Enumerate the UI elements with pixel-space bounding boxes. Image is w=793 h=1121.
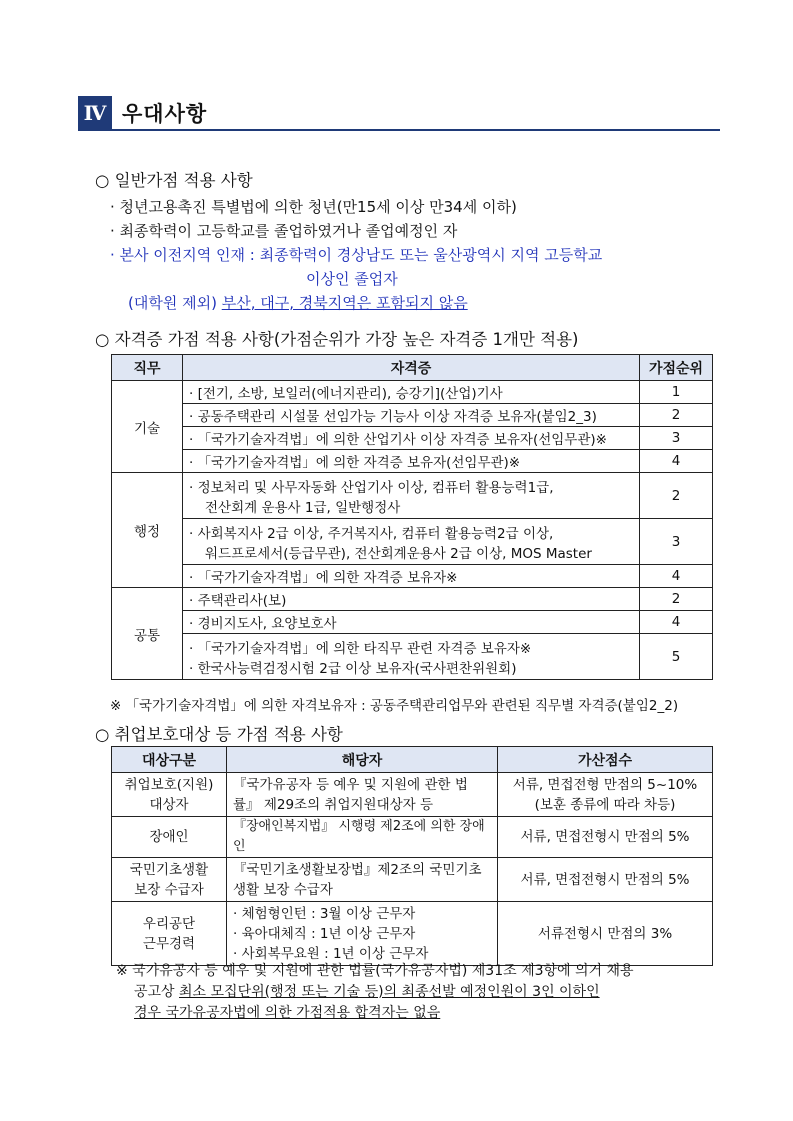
license-desc: · 「국가기술자격법」에 의한 자격증 보유자※: [183, 565, 640, 588]
employment-table: [111, 746, 713, 966]
employment-who-line: · 사회복무요원 : 1년 이상 근무자: [233, 945, 429, 962]
license-desc: · 주택관리사(보): [183, 588, 640, 611]
license-desc: · [전기, 소방, 보일러(에너지관리), 승강기](산업)기사: [183, 381, 640, 404]
employment-target: 장애인: [112, 817, 227, 858]
license-footnote: ※ 「국가기술자격법」에 의한 자격보유자 : 공동주택관리업무와 관련된 직무별 자격증(붙임2_2): [110, 698, 679, 714]
section-title: 우대사항: [122, 102, 208, 126]
license-rank: 4: [640, 450, 713, 473]
license-rank: 2: [640, 588, 713, 611]
license-desc-line: 워드프로세서(등급무관), 전산회계운용사 2급 이상, MOS Master: [205, 545, 592, 562]
license-desc-line: · 한국사능력검정시험 2급 이상 보유자(국사편찬위원회): [189, 660, 517, 677]
license-desc: · 「국가기술자격법」에 의한 산업기사 이상 자격증 보유자(선임무관)※: [183, 427, 640, 450]
general-item-1: · 청년고용촉진 특별법에 의한 청년(만15세 이상 만34세 이하): [110, 198, 517, 216]
license-desc: · 「국가기술자격법」에 의한 자격증 보유자(선임무관)※: [183, 450, 640, 473]
general-item-2: · 최종학력이 고등학교를 졸업하였거나 졸업예정인 자: [110, 222, 458, 240]
license-header-rank: 가점순위: [640, 355, 713, 381]
license-desc: · 경비지도사, 요양보호사: [183, 611, 640, 634]
employment-who: [227, 773, 498, 817]
license-desc: [183, 473, 640, 519]
license-table: [111, 354, 713, 680]
employment-who: [227, 902, 498, 966]
employment-who-line: · 육아대체직 : 1년 이상 근무자: [233, 925, 416, 942]
employment-score: 서류, 면접전형시 만점의 5%: [498, 817, 713, 858]
employment-target-line: 우리공단: [142, 915, 196, 932]
license-category: 기술: [112, 381, 183, 473]
employment-who-line: 『국민기초생활보장법』제2조의 국민기초: [233, 861, 482, 878]
license-desc-line: · 「국가기술자격법」에 의한 타직무 관련 자격증 보유자※: [189, 640, 532, 657]
license-heading: ○ 자격증 가점 적용 사항(가점순위가 가장 높은 자격증 1개만 적용): [95, 330, 579, 349]
employment-target: [112, 902, 227, 966]
license-rank: 2: [640, 404, 713, 427]
license-rank: 1: [640, 381, 713, 404]
employment-score: [498, 773, 713, 817]
general-item-3-cont: 이상인 졸업자: [306, 270, 398, 288]
license-desc-line: · 정보처리 및 사무자동화 산업기사 이상, 컴퓨터 활용능력1급,: [189, 479, 554, 496]
license-desc: [183, 519, 640, 565]
license-desc-line: 전산회계 운용사 1급, 일반행정사: [205, 499, 401, 516]
employment-note-line2-underlined: 최소 모집단위(행정 또는 기술 등)의 최종선발 예정인원이 3인 이하인: [179, 984, 600, 1000]
general-note-underlined: 부산, 대구, 경북지역은 포함되지 않음: [221, 294, 468, 312]
employment-target-line: 국민기초생활: [129, 861, 209, 878]
license-rank: 3: [640, 519, 713, 565]
employment-who-line: 생활 보장 수급자: [233, 881, 333, 898]
employment-header-score: 가산점수: [498, 747, 713, 773]
employment-header-who: 해당자: [227, 747, 498, 773]
section-number-badge: Ⅳ: [78, 96, 112, 130]
employment-note-line2: [134, 981, 600, 1001]
employment-target: [112, 858, 227, 902]
employment-target: [112, 773, 227, 817]
employment-who-line: · 체험형인턴 : 3월 이상 근무자: [233, 905, 416, 922]
general-note: [128, 292, 468, 313]
employment-target-line: 취업보호(지원): [124, 776, 214, 793]
license-rank: 2: [640, 473, 713, 519]
employment-target-line: 근무경력: [142, 935, 196, 952]
employment-target-line: 대상자: [149, 796, 189, 813]
license-category: 행정: [112, 473, 183, 588]
employment-score: 서류전형시 만점의 3%: [498, 902, 713, 966]
license-rank: 4: [640, 565, 713, 588]
employment-note-line3: 경우 국가유공자법에 의한 가점적용 합격자는 없음: [134, 1005, 441, 1021]
license-rank: 3: [640, 427, 713, 450]
license-rank: 5: [640, 634, 713, 680]
employment-heading: ○ 취업보호대상 등 가점 적용 사항: [95, 725, 343, 744]
general-note-prefix: (대학원 제외): [128, 294, 217, 312]
license-header-job: 직무: [112, 355, 183, 381]
license-desc-line: · 사회복지사 2급 이상, 주거복지사, 컴퓨터 활용능력2급 이상,: [189, 525, 554, 542]
employment-who: [227, 858, 498, 902]
license-rank: 4: [640, 611, 713, 634]
employment-note-line1: ※ 국가유공자 등 예우 및 지원에 관한 법률(국가유공자법) 제31조 제3항에 의거 채용: [116, 963, 634, 979]
license-header-cert: 자격증: [183, 355, 640, 381]
license-desc: [183, 634, 640, 680]
section-divider: [78, 129, 720, 131]
general-item-3: · 본사 이전지역 인재 : 최종학력이 경상남도 또는 울산광역시 지역 고등학교: [110, 246, 603, 264]
employment-header-target: 대상구분: [112, 747, 227, 773]
employment-who-line: 『국가유공자 등 예우 및 지원에 관한 법: [233, 776, 468, 793]
general-heading: ○ 일반가점 적용 사항: [95, 171, 253, 190]
employment-score-line: 서류, 면접전형 만점의 5~10%: [512, 776, 698, 793]
employment-score-line: (보훈 종류에 따라 차등): [534, 796, 676, 813]
employment-who-line: 률』 제29조의 취업지원대상자 등: [233, 796, 434, 813]
employment-who: 『장애인복지법』 시행령 제2조에 의한 장애인: [227, 817, 498, 858]
employment-target-line: 보장 수급자: [134, 881, 204, 898]
license-category: 공통: [112, 588, 183, 680]
employment-score: 서류, 면접전형시 만점의 5%: [498, 858, 713, 902]
license-desc: · 공동주택관리 시설물 선임가능 기능사 이상 자격증 보유자(붙임2_3): [183, 404, 640, 427]
employment-note-line2-prefix: 공고상: [134, 984, 180, 1000]
